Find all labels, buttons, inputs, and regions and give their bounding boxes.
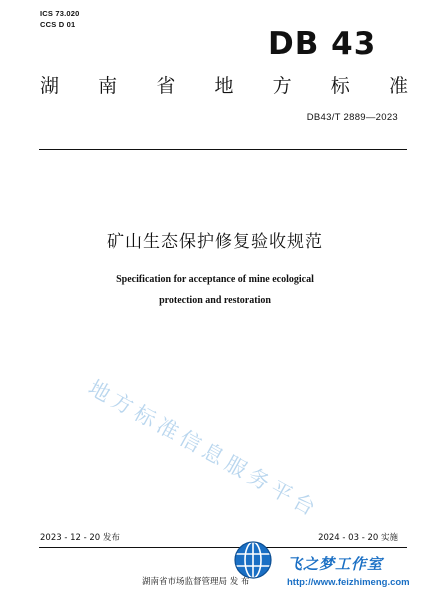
title-english-line2: protection and restoration (159, 295, 271, 306)
globe-icon (232, 539, 274, 581)
standard-type-char: 地 (214, 75, 234, 97)
publish-date: 2023 - 12 - 20 发布 (40, 533, 120, 543)
implement-date: 2024 - 03 - 20 实施 (318, 533, 398, 543)
standard-type-name (40, 74, 408, 98)
ccs-code: CCS D 01 (40, 20, 76, 29)
issuer: 湖南省市场监督管理局 发 布 (142, 577, 250, 587)
db-code-mark: DB 43 (268, 26, 377, 62)
standard-type-char: 南 (98, 75, 118, 97)
bottom-divider (39, 547, 407, 548)
standard-type-char: 标 (330, 75, 350, 97)
top-divider (39, 149, 407, 150)
brand-name: 飞之梦工作室 (287, 555, 384, 573)
ics-code: ICS 73.020 (40, 9, 80, 18)
brand-url-link[interactable]: http://www.feizhimeng.com (287, 577, 410, 588)
standard-type-char: 省 (156, 75, 176, 97)
title-english-line1: Specification for acceptance of mine ecological (116, 274, 314, 285)
standard-type-char: 方 (272, 75, 292, 97)
standard-type-char: 湖 (40, 75, 60, 97)
standard-type-char: 准 (388, 75, 408, 97)
watermark-text: 地方标准信息服务平台 (84, 375, 324, 523)
standard-number: DB43/T 2889—2023 (306, 112, 398, 123)
title-chinese: 矿山生态保护修复验收规范 (107, 232, 323, 252)
